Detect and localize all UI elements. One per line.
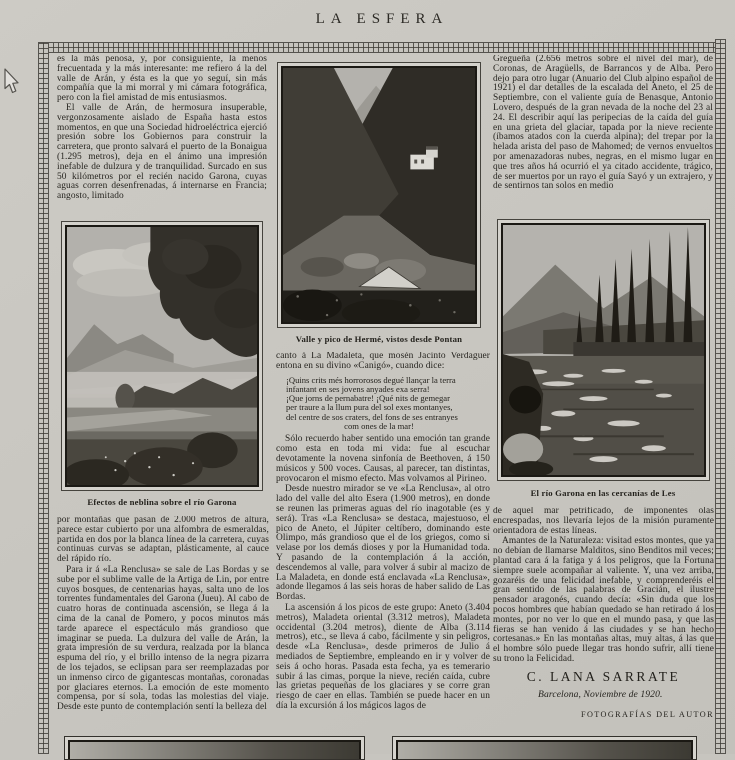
verse-line: ¡Que jorns de pernabatre! ¡Qué nits de gemegar — [286, 393, 450, 404]
photo-garona-river-inner — [501, 223, 706, 477]
paragraph: Sólo recuerdo haber sentido una emoción tan grande como esta en toda mi vida: fue al escuchar devotamente la novena sinfonía de Beethoven, á 150 músicos y 500 voces. Causas, al parecer, tan distintas, provocaron el mismo efecto. Mas volvamos al Pirineo. — [276, 434, 490, 484]
bottom-photo-frame-right — [392, 736, 697, 760]
author-signature: C. LANA SARRATE — [526, 668, 681, 684]
paragraph: canto á La Madaleta, que mosén Jacinto Verdaguer entona en su divino «Canigó», cuando dice: — [276, 352, 490, 371]
paragraph: Desde nuestro mirador se ve «La Renclusa», al otro lado del valle del alto Esera (1.900 metros), en donde se reunen las primeras aguas del río inagotable (es y será). Tras «La Renclusa» se destaca, majestuoso, el pico de Aneto, el Júpiter celtíbero, dominando este Olimpo, más grandioso que el de los griegos, como si velase por los demás dioses y por la Humanidad toda. Y pasando de la contemplación á la acción, descendemos al valle, para volver á subir al macizo de La Maladeta, en donde está enclavada «La Renclusa», adonde llegamos á las seis horas de haber salido de Las Bordas. — [276, 484, 490, 603]
left-column-bottom-text — [57, 516, 269, 736]
paragraph: La ascensión á los picos de este grupo: Aneto (3.404 metros), Maladeta oriental (3.312 metros), Maladeta occidental (3.204 metros), diente de Alba (3.114 metros), etc., se lleva á cabo, fácilmente y sin peligros, desde «La Renclusa», desde primeros de Julio á mediados de Septiembre, empleando en ir y volver de seis á ocho horas. Pasada esta fecha, ya es temerario subir á las cimas, porque la nieve, recién caída, cubre las grietas pequeñas de los glaciares y se corre gran riesgo de caer en ellas. También se puede hacer en un día la excursión á los mágicos lagos de — [276, 602, 490, 711]
paragraph: de aquel mar petrificado, de imponentes olas encrespadas, nos llevaría lejos de la misión puramente orientadora de estas líneas. — [493, 507, 714, 536]
verse-line: del centre de sos craters, del fons de ses entranyes — [286, 411, 458, 422]
masthead-title: LA ESFERA — [315, 11, 449, 27]
right-column-bottom-text — [493, 507, 714, 754]
verse-line: per traure a la llum pura del sol exes montanyes, — [286, 402, 453, 413]
misty-river-illustration — [67, 227, 257, 485]
verse-line: infantant en ses jovens anyades exa serra! — [286, 383, 430, 394]
verse-line: com ones de la mar! — [344, 421, 414, 432]
photo-caption-middle: Valle y pico de Hermé, vistos desde Pontan — [295, 334, 463, 344]
right-column-top-text — [493, 55, 713, 216]
valley-peak-illustration — [283, 68, 475, 322]
bottom-photo-left-content — [68, 740, 361, 760]
garona-river-illustration — [503, 225, 704, 475]
paragraph: por montañas que pasan de 2.000 metros de altura, parece estar cubierto por una alfombra de esmeraldas, partida en dos por la blanca línea de la carretera, cuyas continuas curvas se adaptan, plásticamente, al cauce del rápido río. — [57, 516, 269, 565]
middle-column-text — [276, 352, 490, 738]
photo-caption-right: El río Garona en las cercanías de Les — [530, 488, 676, 498]
photo-misty-river — [61, 221, 263, 491]
paragraph: Amantes de la Naturaleza: visitad estos montes, que ya no debían de llamarse Malditos, sino Benditos mil veces; plantad cara á la fatiga y á los peligros, que la Fortuna siempre suele acompañar al valiente. Y, una vez arriba, gozaréis de una felicidad inefable, y comprenderéis el gran sentido de las palabras de Gracián, el ilustre pensador aragonés, cuando decía: «Sin duda que los pocos hombres que habían quedado se han retirado á los montes, por no ver lo que en el mundo pasa, y que las fieras se han venido á las ciudades y se han hecho cortesanas.» En las montañas altas, muy altas, á las que el hombre sólo puede llegar tras hondo sufrir, allí tiene su trono la Felicidad. — [493, 536, 714, 664]
bottom-photo-right-content — [396, 740, 693, 760]
paragraph: es la más penosa, y, por consiguiente, la menos frecuentada y la más interesante: me refiero á la del valle de Arán, y ésta es la que yo seguí, sin más compañía que la mi morral y mi cámara fotográfica, pero con la fiel amistad de mis entusiasmos. — [57, 55, 267, 104]
photo-misty-river-inner — [65, 225, 259, 487]
dateline: Barcelona, Noviembre de 1920. — [538, 688, 663, 700]
verse-quote — [286, 376, 490, 432]
photo-credit: FOTOGRAFÍAS DEL AUTOR — [581, 710, 714, 720]
photo-garona-river — [497, 219, 710, 481]
decorative-border-top — [38, 42, 726, 53]
left-column-top-text — [57, 55, 267, 218]
photo-caption-left: Efectos de neblina sobre el río Garona — [87, 497, 237, 507]
decorative-border-left — [38, 42, 49, 754]
photo-valley-peak-inner — [281, 66, 477, 324]
paragraph: Gregueña (2.656 metros sobre el nivel del mar), de Coronas, de Aragüells, de Barrancos y de Alba. Pero dejo para otro lugar (Anuario del Club alpino español de 1921) el dar detalles de la escalada del Aneto, el 25 de Septiembre, con el valiente guía de Benasque, Antonio Lovero, después de la gran nevada de la noche del 23 al 24. El describir aquí las peripecias de la caída del guía en una grieta del glaciar, tapada por la nieve reciente (íbamos atados con la cuerda alpina); del trepar por la helada arista del paso de Mahomed; de vernos envueltos por amenazadoras nubes, negras, en el mismo lugar en que tres años há ocurrió el ya citado accidente, trágico, de ser muertos por un rayo el guía Sayó y un extrajero, y de sentirnos tan solos en medio — [493, 55, 713, 192]
photo-valley-peak — [277, 62, 481, 328]
paragraph: Para ir á «La Renclusa» se sale de Las Bordas y se sube por el sublime valle de la Artiga de Lin, por entre cuyos bosques, de centenarias hayas, salta uno de los torrentes fundamentales del Garona (Jueu). Al cabo de cuatro horas de continuada ascensión, se llega á la cima de la canal de Pomero, y pocos minutos más tarde aparece el espectáculo más grandioso que imaginar se pueda. La dulzura del valle de Arán, la grata impresión de su verdura, realzada por la blanca espuma del río, y el brillo intenso de la negra pizarra de los tejados, se eclipsan para ser reemplazadas por un inmenso circo de gigantescas montañas, coronadas por glaciares eternos. La emoción de este momento compensa, por sí sola, todas las molestias del viaje. Desde este punto de contemplación sentí la belleza del — [57, 564, 269, 713]
decorative-border-right — [715, 39, 726, 754]
bottom-photo-frame-left — [64, 736, 365, 760]
mouse-cursor-icon — [3, 68, 19, 95]
paragraph: El valle de Arán, de hermosura insuperable, vergonzosamente aislado de España hasta estos momentos, en que una Sociedad hidroeléctrica ejerció presión sobre los Gobiernos para construir la carretera, que pronto salvará el puerto de la Bonaigua (1.295 metros), deja en el ánimo una impresión inefable de dulzura y de tranquilidad. Surcado en sus 50 kilómetros por el recién nacido Garona, cuyas aguas corren desenfrenadas, á internarse en Francia; angosto, limitado — [57, 102, 267, 202]
verse-line: ¡Quins crits més horrorosos degué llançar la terra — [286, 374, 456, 385]
